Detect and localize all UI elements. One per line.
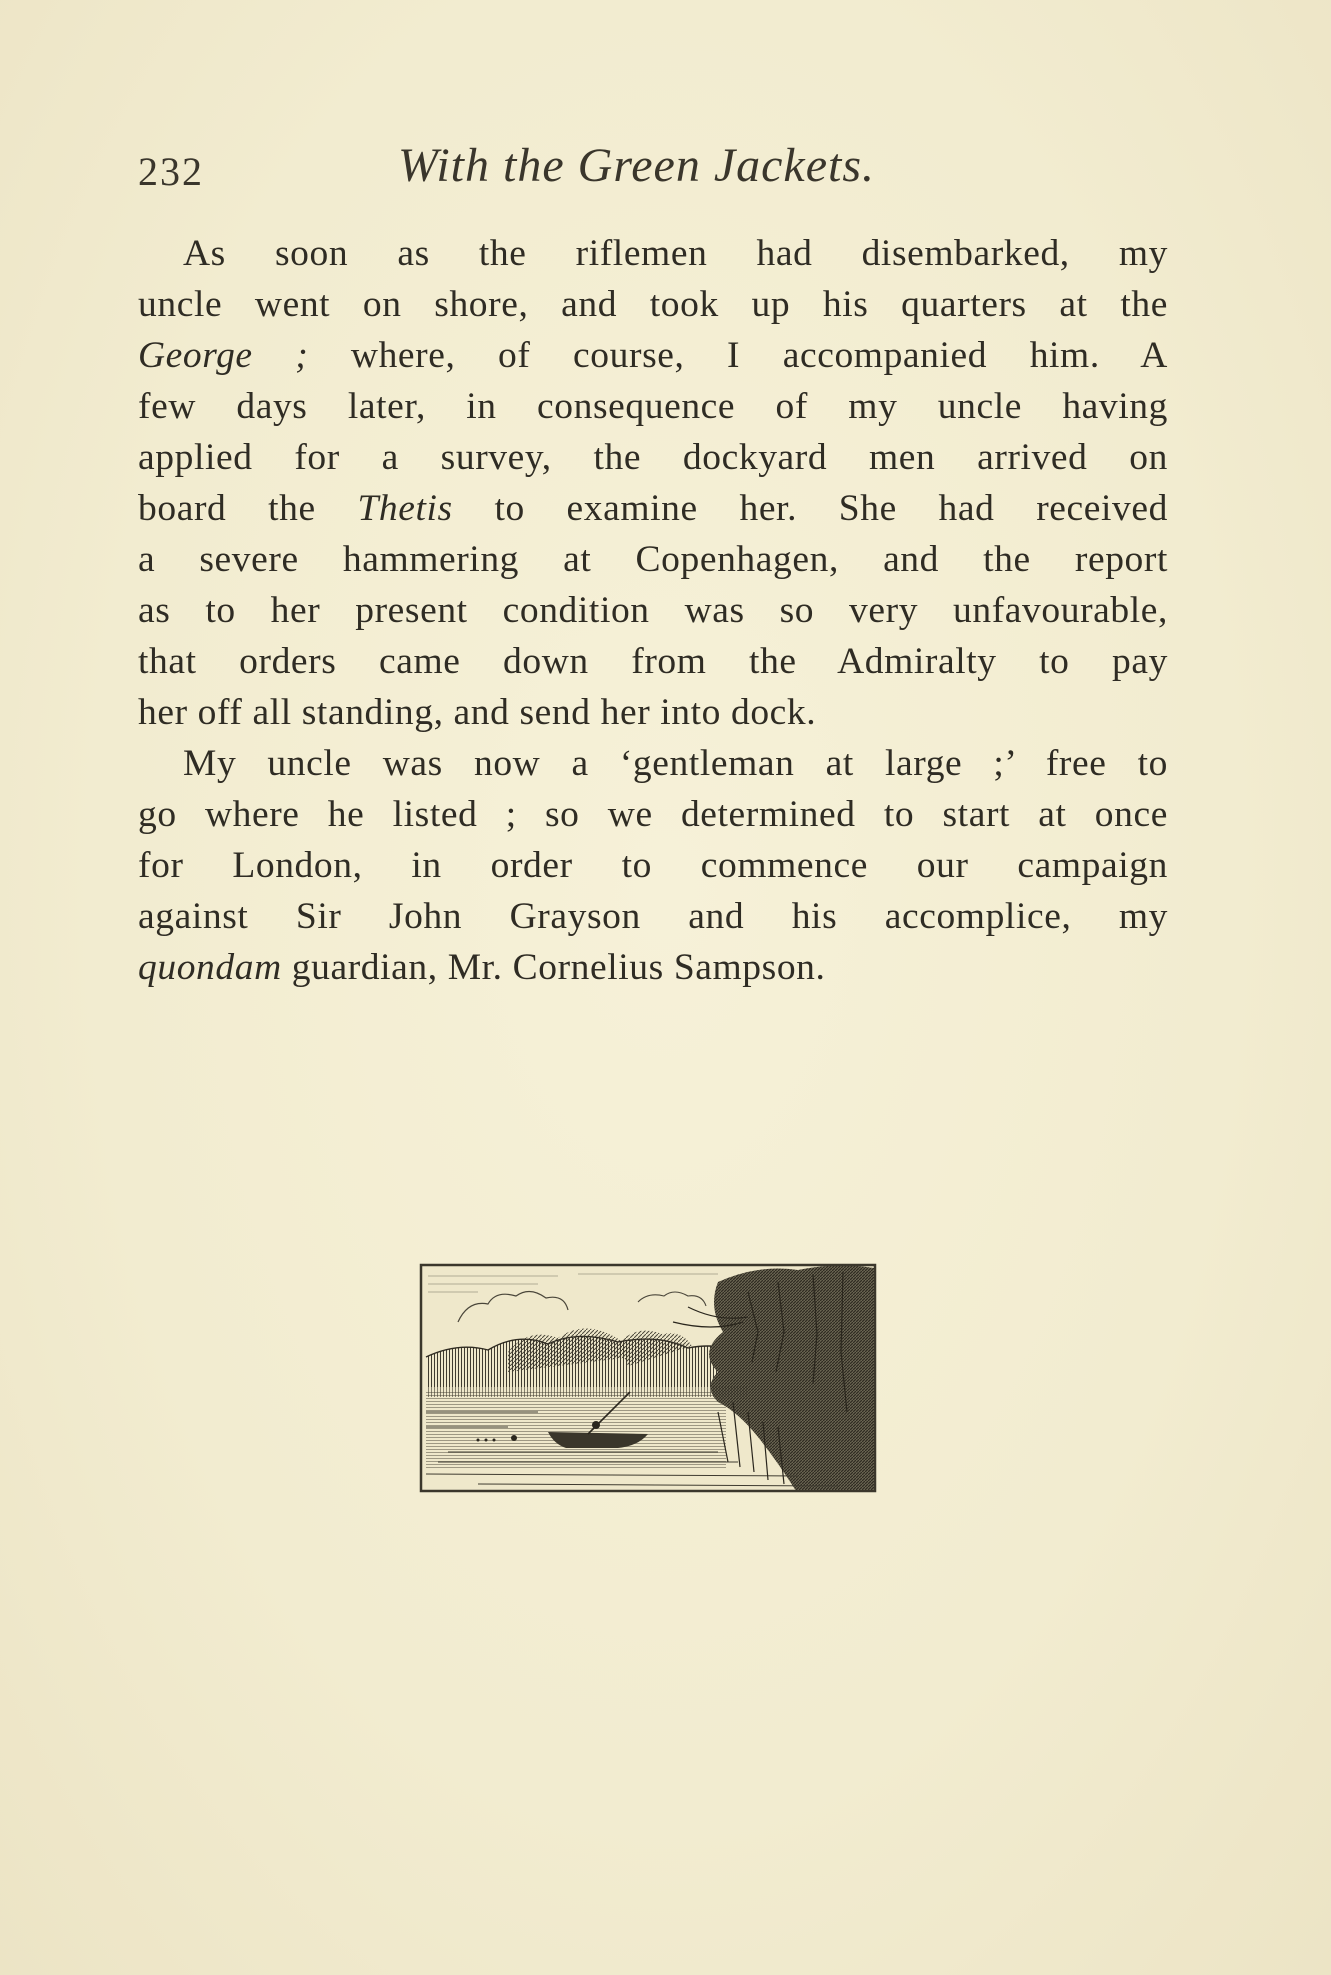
text-line: that orders came down from the Admiralty to pay (138, 641, 1168, 682)
paragraph (138, 738, 1168, 993)
text-line: her off all standing, and send her into dock. (138, 692, 817, 733)
text-line: as to her present condition was so very unfavourable, (138, 590, 1168, 631)
italic-text: Thetis (357, 488, 453, 529)
italic-text: George ; (138, 335, 309, 376)
italic-text: quondam (138, 947, 282, 988)
text-line: George ; where, of course, I accompanied him. A (138, 335, 1168, 376)
text-line: quondam guardian, Mr. Cornelius Sampson. (138, 947, 826, 988)
text-line: applied for a survey, the dockyard men arrived on (138, 437, 1168, 478)
text-line: against Sir John Grayson and his accomplice, my (138, 896, 1168, 937)
text-line: As soon as the riflemen had disembarked, my (183, 233, 1168, 274)
page-number: 232 (138, 149, 204, 194)
text-line: few days later, in consequence of my uncle having (138, 386, 1168, 427)
running-head (138, 138, 1168, 198)
lake-vignette-illustration (418, 1262, 880, 1494)
text-line: My uncle was now a ‘gentleman at large ;’ free to (183, 743, 1168, 784)
text-line: for London, in order to commence our campaign (138, 845, 1168, 886)
text-line: go where he listed ; so we determined to start at once (138, 794, 1168, 835)
text-line: a severe hammering at Copenhagen, and the report (138, 539, 1168, 580)
text-line: uncle went on shore, and took up his quarters at the (138, 284, 1168, 325)
paragraph (138, 228, 1168, 738)
running-title: With the Green Jackets. (398, 139, 876, 192)
text-line: board the Thetis to examine her. She had received (138, 488, 1168, 529)
body-text (138, 228, 1168, 993)
